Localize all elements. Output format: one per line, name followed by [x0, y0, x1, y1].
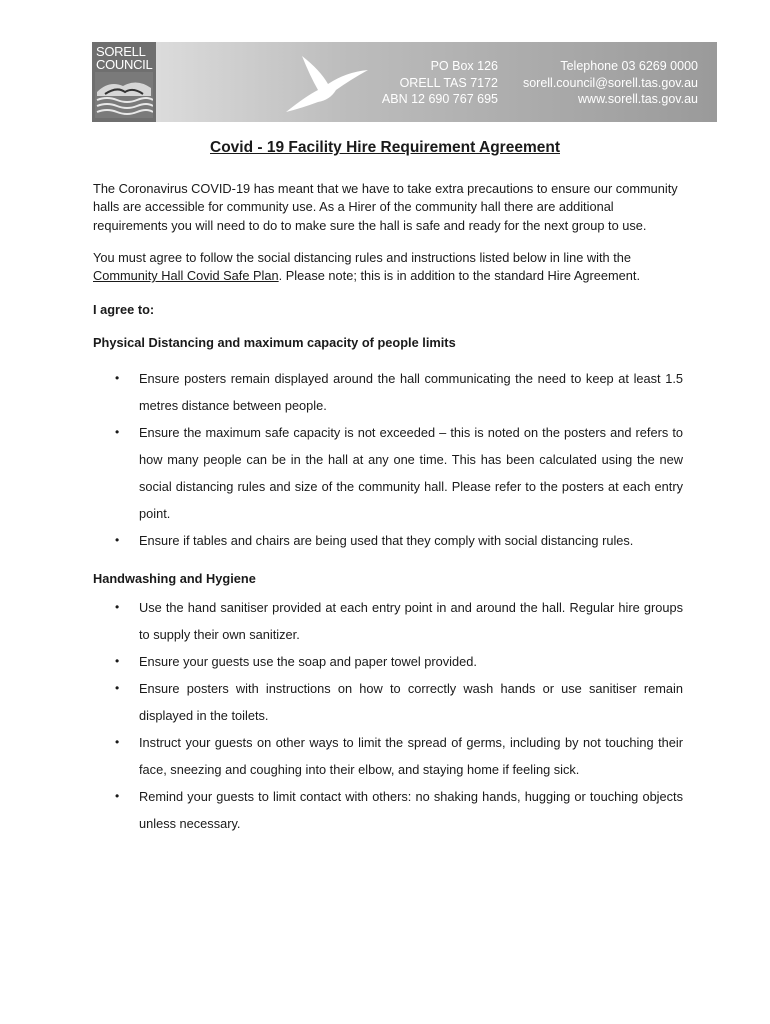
logo-line-2: COUNCIL [96, 57, 153, 72]
agree-paragraph [93, 249, 683, 286]
address-block [382, 58, 498, 108]
contact-block [523, 58, 698, 108]
distancing-list [93, 365, 683, 554]
list-item: • Remind your guests to limit contact with others: no shaking hands, hugging or touching objects unless necessary. [93, 783, 683, 837]
agree-text-after: . Please note; this is in addition to the standard Hire Agreement. [278, 268, 641, 284]
covid-safe-plan-link[interactable]: Community Hall Covid Safe Plan [93, 268, 279, 284]
list-item: • Instruct your guests on other ways to limit the spread of germs, including by not touching their face, sneezing and coughing into their elbow, and staying home if feeling sick. [93, 729, 683, 783]
document-title: Covid - 19 Facility Hire Requirement Agreement [210, 139, 560, 156]
sorell-council-logo [92, 42, 156, 122]
town-postcode: ORELL TAS 7172 [399, 75, 498, 90]
document-body [93, 180, 683, 837]
bird-emblem-icon [272, 50, 372, 116]
hygiene-list [93, 594, 683, 837]
logo-line-1: SORELL [96, 44, 146, 59]
list-item: • Ensure the maximum safe capacity is not exceeded – this is noted on the posters and refers to how many people can be in the hall at any one time. This has been calculated using the new social distancing rules and size of the community hall. Please refer to the posters at each entry point. [93, 419, 683, 527]
section-heading-hygiene: Handwashing and Hygiene [93, 571, 256, 587]
list-item: • Ensure your guests use the soap and paper towel provided. [93, 648, 683, 675]
list-item: • Ensure posters with instructions on how to correctly wash hands or use sanitiser remain displayed in the toilets. [93, 675, 683, 729]
abn: ABN 12 690 767 695 [381, 92, 498, 106]
email-link[interactable]: sorell.council@sorell.tas.gov.au [522, 75, 698, 90]
agree-text-before: You must agree to follow the social distancing rules and instructions listed below in line with the [93, 249, 632, 265]
intro-paragraph: The Coronavirus COVID-19 has meant that we have to take extra precautions to ensure our community halls are accessible for community use. As a Hirer of the community hall there are additional requirements you will need to do to make sure the hall is safe and ready for the next group to use. [93, 181, 678, 233]
list-item: • Use the hand sanitiser provided at each entry point in and around the hall. Regular hire groups to supply their own sanitizer. [93, 594, 683, 648]
telephone: Telephone 03 6269 0000 [560, 59, 698, 73]
website-link[interactable]: www.sorell.tas.gov.au [578, 92, 698, 106]
po-box: PO Box 126 [430, 59, 498, 73]
agree-label: I agree to: [93, 302, 155, 318]
logo-emblem-icon [95, 72, 153, 118]
logo-text [96, 45, 154, 71]
section-heading-distancing: Physical Distancing and maximum capacity of people limits [93, 335, 456, 351]
list-item: • Ensure if tables and chairs are being used that they comply with social distancing rules. [93, 527, 683, 554]
list-item: • Ensure posters remain displayed around the hall communicating the need to keep at least 1.5 metres distance between people. [93, 365, 683, 419]
